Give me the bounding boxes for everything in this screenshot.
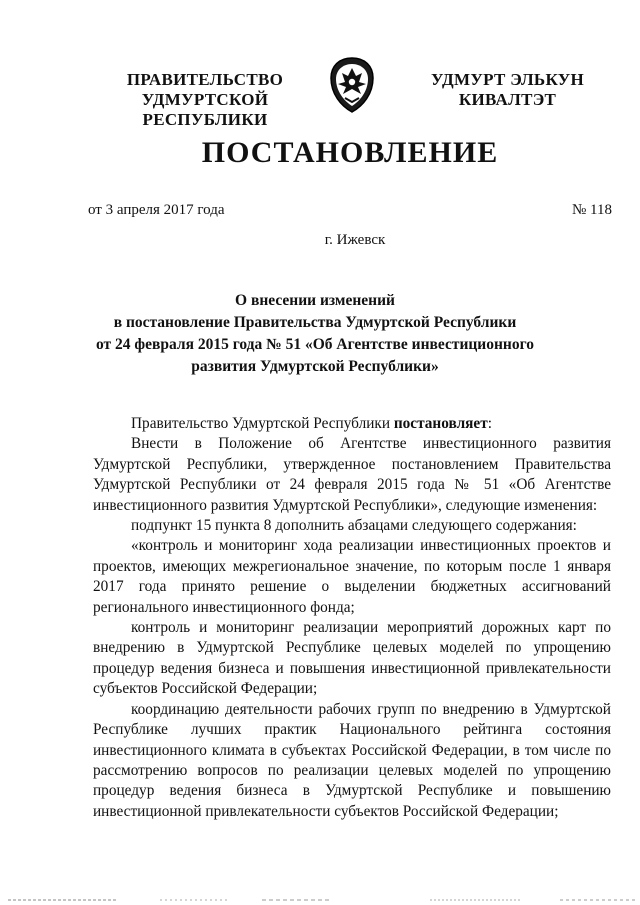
body-paragraph-2: подпункт 15 пункта 8 дополнить абзацами следующего содержания: <box>131 517 577 535</box>
body-paragraph-intro <box>93 414 611 434</box>
document-date: от 3 апреля 2017 года <box>88 202 225 218</box>
body-paragraph-3: «контроль и мониторинг хода реализации инвестиционных проектов и проектов, имеющих межрегиональное значение, по которым после 1 января 2017 года принято решение о выделении бюджетных ассигнований регионального инвестиционного фонда; <box>93 537 611 616</box>
scan-artifact-line <box>0 897 640 903</box>
body-paragraph-4: контроль и мониторинг реализации мероприятий дорожных карт по внедрению в Удмуртской Республике целевых моделей по упрощению процедур ведения бизнеса и повышения инвестиционной привлекательности субъектов Российской Федерации; <box>93 619 611 698</box>
document-title: ПОСТАНОВЛЕНИЕ <box>201 136 499 169</box>
document-city: г. Ижевск <box>324 232 386 248</box>
subject-line-3: от 24 февраля 2015 года № 51 «Об Агентстве инвестиционного <box>95 336 534 353</box>
intro-colon: : <box>487 415 492 432</box>
subject-line-4: развития Удмуртской Республики» <box>191 358 439 375</box>
header-left-line-1: ПРАВИТЕЛЬСТВО <box>126 70 284 89</box>
subject-line-2: в постановление Правительства Удмуртской Республики <box>113 314 517 331</box>
header-left-line-2: УДМУРТСКОЙ РЕСПУБЛИКИ <box>141 90 269 129</box>
intro-text: Правительство Удмуртской Республики <box>131 415 394 432</box>
document-subject <box>60 290 570 378</box>
body-paragraph-5: координацию деятельности рабочих групп по внедрению в Удмуртской Республике лучших практик Национального рейтинга состояния инвестиционного климата в субъектах Российской Федерации, в том числе по рассмотрению вопросов по реализации целевых моделей по упрощению процедур ведения бизнеса в Удмуртской Республике и повышению инвестиционной привлекательности субъектов Российской Федерации; <box>93 700 611 820</box>
header-right-line-1: УДМУРТ ЭЛЬКУН <box>430 70 585 89</box>
udmurt-coat-of-arms-icon <box>327 56 377 114</box>
header-left-authority <box>80 70 330 130</box>
document-body <box>93 414 611 822</box>
header-right-line-2: КИВАЛТЭТ <box>458 90 557 109</box>
body-paragraph-1: Внести в Положение об Агентстве инвестиционного развития Удмуртской Республики, утвержденное постановлением Правительства Удмуртской Республики от 24 февраля 2015 года № 51 «Об Агентстве инвестиционного развития Удмуртской Республики», следующие изменения: <box>93 435 611 514</box>
document-number: № 118 <box>571 202 612 218</box>
subject-line-1: О внесении изменений <box>235 292 395 309</box>
header-right-authority <box>420 70 595 110</box>
intro-verb: постановляет <box>393 415 488 432</box>
